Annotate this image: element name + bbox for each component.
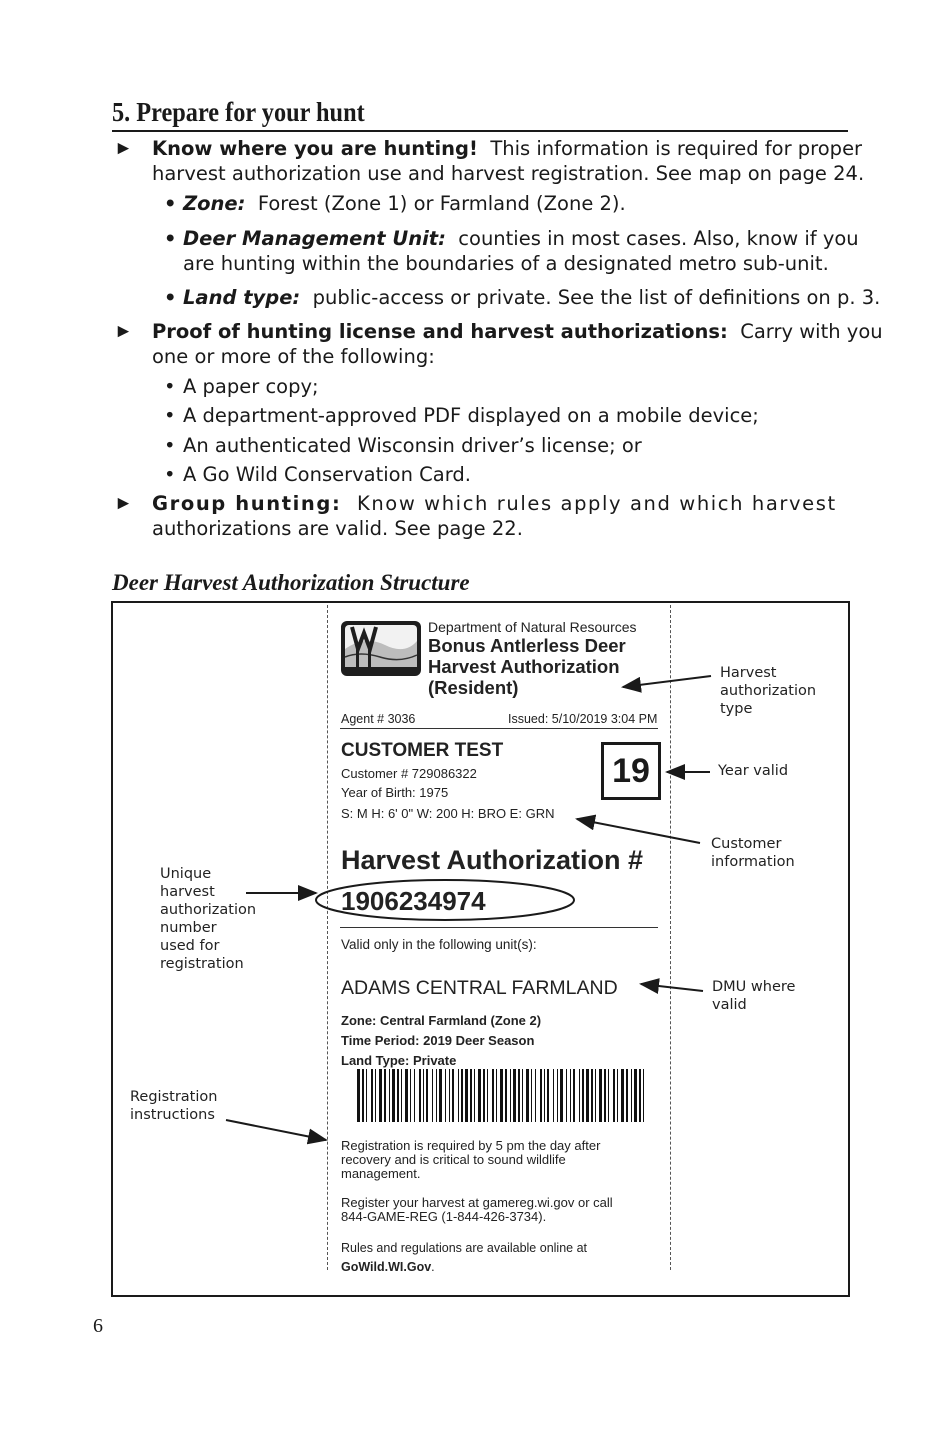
arrow-bullet-icon: ►	[114, 138, 133, 159]
dept-name: Department of Natural Resources	[428, 619, 637, 635]
annotation-year: Year valid	[718, 763, 789, 779]
bullet-dot-icon: •	[164, 192, 177, 215]
customer-number: Customer # 729086322	[341, 766, 477, 781]
bullet-dot-icon: •	[164, 404, 176, 427]
physical-description: S: M H: 6' 0" W: 200 H: BRO E: GRN	[341, 806, 555, 821]
ticket-zone: Zone: Central Farmland (Zone 2)	[341, 1013, 542, 1028]
arrow-bullet-icon: ►	[114, 493, 133, 514]
item1-line2: harvest authorization use and harvest registration. See map on page 24.	[152, 162, 865, 185]
land-label: Land type:	[183, 286, 301, 309]
ticket-land-type: Land Type: Private	[341, 1053, 457, 1068]
bullet-dot-icon: •	[164, 286, 177, 309]
harvest-authorization-title: Harvest Authorization #	[341, 845, 644, 875]
registration-text-1: Registration is required by 5 pm the day after recovery and is critical to sound wildlife management.	[341, 1138, 601, 1181]
bullet-dot-icon: •	[164, 227, 177, 250]
birth-year: Year of Birth: 1975	[341, 785, 449, 800]
dmu-unit: ADAMS CENTRAL FARMLAND	[341, 977, 618, 999]
list-item: • A paper copy;	[164, 375, 319, 398]
arrow-registration-icon	[226, 1120, 326, 1140]
dmu-label: Deer Management Unit:	[183, 227, 446, 250]
annotation-type: Harvest authorization type	[720, 665, 817, 717]
bullet-dot-icon: •	[164, 375, 176, 398]
page-number: 6	[93, 1315, 103, 1337]
ticket-title-3: (Resident)	[428, 677, 519, 698]
list-item: • A Go Wild Conservation Card.	[164, 463, 471, 486]
list-item: • An authenticated Wisconsin driver’s license; or	[164, 434, 642, 457]
arrow-customer-icon	[577, 819, 700, 843]
item2-line1-rest: Carry with you	[740, 320, 883, 343]
annotation-registration: Registration instructions	[130, 1089, 218, 1123]
arrow-type-icon	[623, 676, 711, 687]
section-heading: 5. Prepare for your hunt	[112, 96, 848, 132]
issued-date: Issued: 5/10/2019 3:04 PM	[508, 712, 658, 726]
arrow-bullet-icon: ►	[114, 321, 133, 342]
highlight-ellipse	[316, 880, 574, 920]
figure-caption: Deer Harvest Authorization Structure	[112, 570, 470, 595]
item1-lead: Know where you are hunting!	[152, 137, 478, 160]
rules-text: Rules and regulations are available online at GoWild.WI.Gov.	[341, 1241, 587, 1274]
annotation-customer: Customer information	[711, 836, 795, 870]
registration-text-2: Register your harvest at gamereg.wi.gov or call 844-GAME-REG (1-844-426-3734).	[341, 1195, 613, 1224]
zone-text: Forest (Zone 1) or Farmland (Zone 2).	[257, 192, 626, 215]
ticket-time-period: Time Period: 2019 Deer Season	[341, 1033, 535, 1048]
item3-line1-rest: Know which rules apply and which harvest	[356, 492, 837, 515]
bullet-dot-icon: •	[164, 463, 176, 486]
arrow-dmu-icon	[641, 984, 703, 991]
customer-name: CUSTOMER TEST	[341, 740, 504, 761]
ticket-title-1: Bonus Antlerless Deer	[428, 635, 626, 656]
bullet-dot-icon: •	[164, 434, 176, 457]
harvest-authorization-number: 1906234974	[341, 886, 486, 916]
valid-units-label: Valid only in the following unit(s):	[341, 937, 537, 952]
zone-label: Zone:	[183, 192, 246, 215]
gowild-link[interactable]: GoWild.WI.Gov	[341, 1260, 432, 1274]
annotation-dmu: DMU where valid	[712, 979, 796, 1013]
list-item: • A department-approved PDF displayed on a mobile device;	[164, 404, 759, 427]
item2-lead: Proof of hunting license and harvest authorizations:	[152, 320, 728, 343]
land-text: public-access or private. See the list of definitions on p. 3.	[312, 286, 881, 309]
year-valid-box: 19	[601, 742, 661, 800]
item3-line2: authorizations are valid. See page 22.	[152, 517, 523, 540]
item3-lead: Group hunting:	[152, 492, 342, 515]
dmu-line2: are hunting within the boundaries of a designated metro sub-unit.	[183, 252, 829, 275]
item2-line2: one or more of the following:	[152, 345, 435, 368]
agent-number: Agent # 3036	[341, 712, 416, 726]
annotation-unique: Unique harvest authorization number used for registration	[160, 866, 257, 972]
item1-line1-rest: This information is required for proper	[490, 137, 863, 160]
ticket-title-2: Harvest Authorization	[428, 656, 620, 677]
dmu-text: counties in most cases. Also, know if you	[458, 227, 859, 250]
